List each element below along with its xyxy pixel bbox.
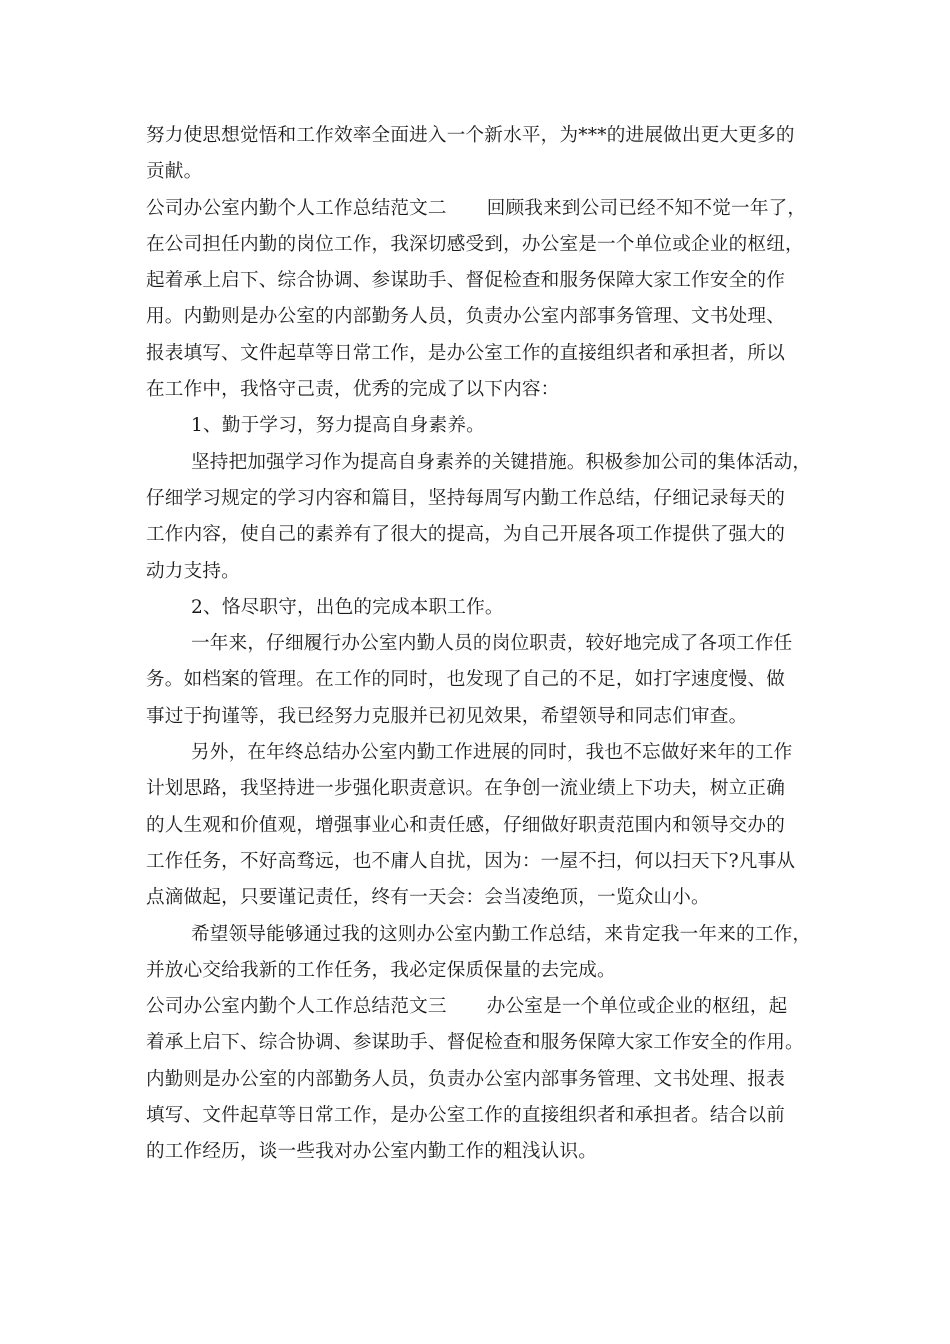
text-line: 一年来，仔细履行办公室内勤人员的岗位职责，较好地完成了各项工作任 [191,633,793,655]
text-line: 在公司担任内勤的岗位工作，我深切感受到，办公室是一个单位或企业的枢纽， [146,233,804,255]
section-heading: 公司办公室内勤个人工作总结范文二 [146,197,447,219]
text-line: 动力支持。 [146,560,240,582]
text-line: 内勤则是办公室的内部勤务人员，负责办公室内部事务管理、文书处理、报表 [146,1068,785,1090]
text-line: 计划思路，我坚持进一步强化职责意识。在争创一流业绩上下功夫，树立正确 [146,778,785,800]
text-line: 的人生观和价值观，增强事业心和责任感，仔细做好职责范围内和领导交办的 [146,814,785,836]
text-line: 工作内容，使自己的素养有了很大的提高，为自己开展各项工作提供了强大的 [146,524,785,546]
text-line: 务。如档案的管理。在工作的同时，也发现了自己的不足，如打字速度慢、做 [146,669,785,691]
section-intro: 回顾我来到公司已经不知不觉一年了， [486,197,807,219]
text-line: 工作任务，不好高骛远，也不庸人自扰，因为：一屋不扫，何以扫天下?凡事从 [146,850,796,872]
text-line: 仔细学习规定的学习内容和篇目，坚持每周写内勤工作总结，仔细记录每天的 [146,487,785,509]
text-line: 坚持把加强学习作为提高自身素养的关键措施。积极参加公司的集体活动， [191,451,812,473]
list-item-heading: 1、勤于学习，努力提高自身素养。 [191,415,485,437]
document-body [146,118,826,1171]
text-line: 报表填写、文件起草等日常工作，是办公室工作的直接组织者和承担者，所以 [146,342,785,364]
text-line: 着承上启下、综合协调、参谋助手、督促检查和服务保障大家工作安全的作用。 [146,1032,804,1054]
list-item-heading: 2、恪尽职守，出色的完成本职工作。 [191,596,504,618]
text-line: 事过于拘谨等，我已经努力克服并已初见效果，希望领导和同志们审查。 [146,705,748,727]
text-line: 贡献。 [146,161,203,183]
text-line: 点滴做起，只要谨记责任，终有一天会：会当凌绝顶，一览众山小。 [146,887,710,909]
section-heading-line [146,989,826,1025]
text-line: 用。内勤则是办公室的内部勤务人员，负责办公室内部事务管理、文书处理、 [146,306,785,328]
text-line: 起着承上启下、综合协调、参谋助手、督促检查和服务保障大家工作安全的作 [146,270,785,292]
text-line: 填写、文件起草等日常工作，是办公室工作的直接组织者和承担者。结合以前 [146,1105,785,1127]
text-line: 的工作经历，谈一些我对办公室内勤工作的粗浅认识。 [146,1141,598,1163]
section-heading: 公司办公室内勤个人工作总结范文三 [146,996,447,1018]
text-line: 另外，在年终总结办公室内勤工作进展的同时，我也不忘做好来年的工作 [191,742,793,764]
text-line: 努力使思想觉悟和工作效率全面进入一个新水平，为***的进展做出更大更多的 [146,125,795,146]
section-heading-line [146,191,826,227]
text-line: 并放心交给我新的工作任务，我必定保质保量的去完成。 [146,959,616,981]
text-line: 希望领导能够通过我的这则办公室内勤工作总结，来肯定我一年来的工作， [191,923,812,945]
text-line: 在工作中，我恪守己责，优秀的完成了以下内容： [146,379,560,401]
section-intro: 办公室是一个单位或企业的枢纽，起 [486,996,788,1018]
